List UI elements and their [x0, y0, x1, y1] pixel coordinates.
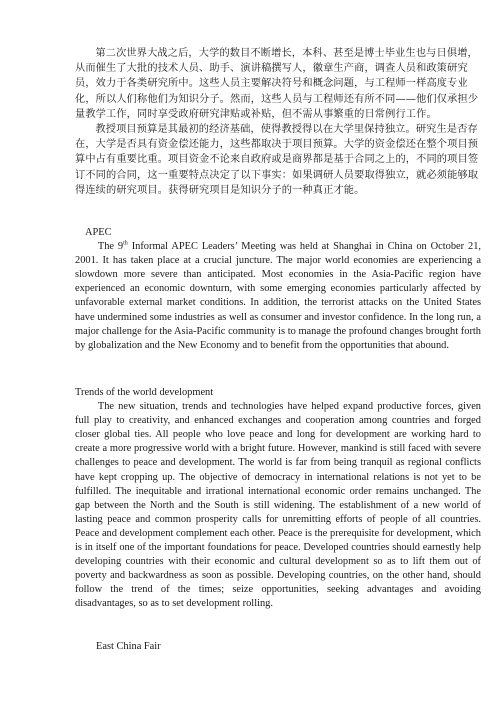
- section-title: APEC: [85, 227, 112, 238]
- chinese-paragraph: 教授项目预算是其最初的经济基础，使得教授得以在大学里保持独立。研究生是否存在，大学是否具有资金偿还能力，这些都取决于项目预算。大学的资金偿还在整个项目预算中占有重要比重。项目资金不论来自政府或是商界都是基于合同之上的，不同的项目签订不同的合同，这一重要特点决定了以下事实：如果调研人员要取得独立，就必须能够取得连续的研究项目。获得研究项目是知识分子的一种真正才能。: [75, 124, 479, 196]
- trends-paragraph: The new situation, trends and technologies have helped expand productive forces, given full play to creativity, and enhanced exchanges and cooperation among countries and forged closer global ties. All people who love peace and long for development are working hard to create a more progressive world with a bright future. However, mankind is still faced with severe challenges to peace and development. The world is far from being tranquil as regional conflicts have kept cropping up. The objective of democracy in international relations is not yet to be fulfilled. The inequitable and irrational international economic order remains unchanged. The gap between the North and the South is still widening. The establishment of a new world of lasting peace and common prosperity calls for unremitting efforts of people of all countries. Peace and development complement each other. Peace is the prerequisite for development, which is in itself one of the important foundations for peace. Developed countries should earnestly help developing countries with their economic and cultural development so as to lift them out of poverty and backwardness as soon as possible. Developing countries, on the other hand, should follow the trend of the times; seize opportunities, seeking advantages and avoiding disadvantages, so as to set development rolling.: [75, 401, 481, 610]
- apec-paragraph: The 9th Informal APEC Leaders’ Meeting was held at Shanghai in China on October 21, 2001. It has taken place at a crucial juncture. The major world economies are experiencing a slowdown more severe than anticipated. Most economies in the Asia-Pacific region have experienced an economic downturn, with some emerging economies particularly affected by unfavorable external market conditions. In addition, the terrorist attacks on the United States have undermined some industries as well as consumer and investor confidence. In the long run, a major challenge for the Asia-Pacific community is to manage the profound changes brought forth by globalization and the New Economy and to benefit from the opportunities that abound.: [75, 240, 481, 351]
- trends-section: [75, 386, 481, 612]
- superscript-ordinal: th: [123, 240, 128, 247]
- chinese-paragraph: 第二次世界大战之后，大学的数目不断增长，本科、甚至是博士毕业生也与日俱增，从而催生了大批的技术人员、助手、演讲稿撰写人，徽章生产商，调查人员和政策研究员，效力于各类研究所中。这些人员主要解决符号和概念问题，与工程师一样高度专业化，所以人们称他们为知识分子。然而，这些人员与工程师还有所不同——他们仅承担少量教学工作，同时享受政府研究津贴或补贴，但不需从事繁重的日常例行工作。: [75, 48, 479, 120]
- apec-section: [75, 226, 481, 353]
- section-title: Trends of the world development: [75, 387, 214, 398]
- chinese-section: [75, 46, 480, 198]
- section-title: East China Fair: [96, 641, 161, 652]
